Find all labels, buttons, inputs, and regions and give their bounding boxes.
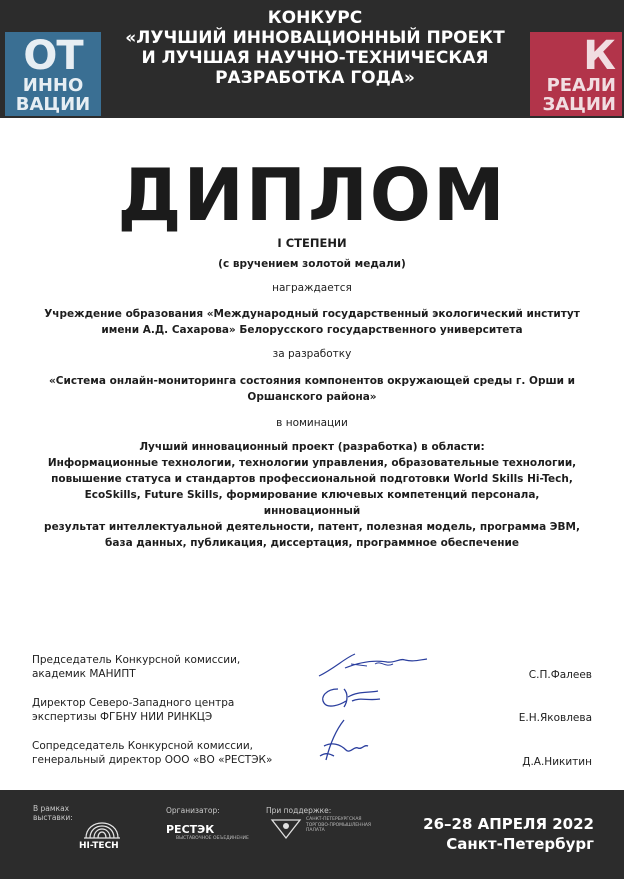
support-label: При поддержке: — [266, 806, 332, 815]
for-label: за разработку — [272, 348, 352, 360]
signature-nikitin — [316, 716, 376, 768]
signer-name: Д.А.Никитин — [522, 756, 592, 768]
nomination-text — [40, 439, 584, 551]
restek-subtitle: ВЫСТАВОЧНОЕ ОБЪЕДИНЕНИЕ — [176, 836, 249, 841]
signature-row-director — [32, 696, 592, 730]
organization-line: Учреждение образования «Международный государственный экологический институт — [44, 308, 580, 320]
within-label-line: выставки: — [33, 813, 73, 822]
nomination-line: повышение статуса и стандартов профессиональной подготовки World Skills Hi-Tech, — [51, 473, 573, 485]
nomination-line: Лучший инновационный проект (разработка) в области: — [139, 441, 485, 453]
signer-role-line: Директор Северо-Западного центра — [32, 697, 235, 709]
signer-role-line: академик МАНИПТ — [32, 668, 136, 680]
organization-line: имени А.Д. Сахарова» Белорусского государственного университета — [101, 324, 523, 336]
medal-note: (с вручением золотой медали) — [218, 258, 406, 270]
logo-left-line-2: ИННО — [22, 75, 84, 96]
nomination-line: Информационные технологии, технологии управления, образовательные технологии, — [47, 457, 577, 469]
footer-band — [0, 790, 624, 879]
signature-yakovleva — [318, 683, 388, 713]
contest-title-line: «ЛУЧШИЙ ИННОВАЦИОННЫЙ ПРОЕКТ — [125, 28, 505, 48]
chamber-name-line: САНКТ-ПЕТЕРБУРГСКАЯ — [306, 817, 362, 822]
logo-left-line-1: ОТ — [23, 33, 83, 79]
nomination-line: EcoSkills, Future Skills, формирование ключевых компетенций персонала, инновационный — [84, 489, 540, 517]
header-band — [0, 0, 624, 118]
signer-role-line: экспертизы ФГБНУ НИИ РИНКЦЭ — [32, 711, 213, 723]
krealizacii-logo — [530, 32, 622, 116]
event-date-text: 26–28 АПРЕЛЯ 2022 — [423, 815, 594, 833]
chamber-name-line: ПАЛАТА — [306, 828, 325, 833]
within-exhibition-label — [33, 804, 73, 822]
otinnovacii-logo — [5, 32, 101, 116]
chamber-name-line: ТОРГОВО-ПРОМЫШЛЕННАЯ — [306, 822, 372, 828]
signature-row-cochairman — [32, 739, 592, 773]
hitech-label: HI-TECH — [79, 841, 119, 851]
project-line: Оршанского района» — [247, 391, 377, 403]
contest-title-line: КОНКУРС — [267, 8, 363, 28]
signer-role — [32, 653, 292, 681]
contest-title-line: И ЛУЧШАЯ НАУЧНО-ТЕХНИЧЕСКАЯ — [141, 48, 489, 68]
signature-faleev — [315, 650, 430, 680]
signer-role-line: генеральный директор ООО «ВО «РЕСТЭК» — [32, 754, 273, 766]
nomination-line: база данных, публикация, диссертация, программное обеспечение — [105, 537, 519, 549]
logo-right-line-1: К — [583, 33, 616, 79]
chamber-name — [306, 817, 371, 834]
diploma-title: ДИПЛОМ — [117, 153, 507, 237]
restek-logo: РЕСТЭК — [166, 823, 215, 836]
nomination-label: в номинации — [276, 417, 348, 429]
signer-role — [32, 739, 292, 767]
event-dates — [423, 814, 594, 854]
within-label-line: В рамках — [33, 804, 70, 813]
awardee-organization — [40, 306, 584, 338]
signer-name: С.П.Фалеев — [528, 669, 592, 681]
diploma-degree: I СТЕПЕНИ — [277, 236, 347, 250]
project-line: «Система онлайн-мониторинга состояния компонентов окружающей среды г. Орши и — [49, 375, 575, 387]
awarded-label: награждается — [272, 282, 352, 294]
signer-role-line: Председатель Конкурсной комиссии, — [32, 654, 241, 666]
project-title — [40, 373, 584, 405]
logo-right-line-3: ЗАЦИИ — [542, 94, 616, 115]
organizer-label: Организатор: — [166, 806, 220, 815]
event-city: Санкт-Петербург — [446, 835, 594, 853]
signer-role — [32, 696, 292, 724]
logo-right-line-2: РЕАЛИ — [546, 75, 616, 96]
contest-title-line: РАЗРАБОТКА ГОДА» — [215, 68, 415, 88]
signer-role-line: Сопредседатель Конкурсной комиссии, — [32, 740, 253, 752]
signer-name: Е.Н.Яковлева — [518, 712, 592, 724]
contest-title — [110, 8, 520, 88]
nomination-line: результат интеллектуальной деятельности, патент, полезная модель, программа ЭВМ, — [44, 521, 580, 533]
chamber-emblem-icon — [270, 816, 302, 842]
logo-left-line-3: ВАЦИИ — [15, 94, 91, 115]
signature-row-chairman — [32, 653, 592, 687]
